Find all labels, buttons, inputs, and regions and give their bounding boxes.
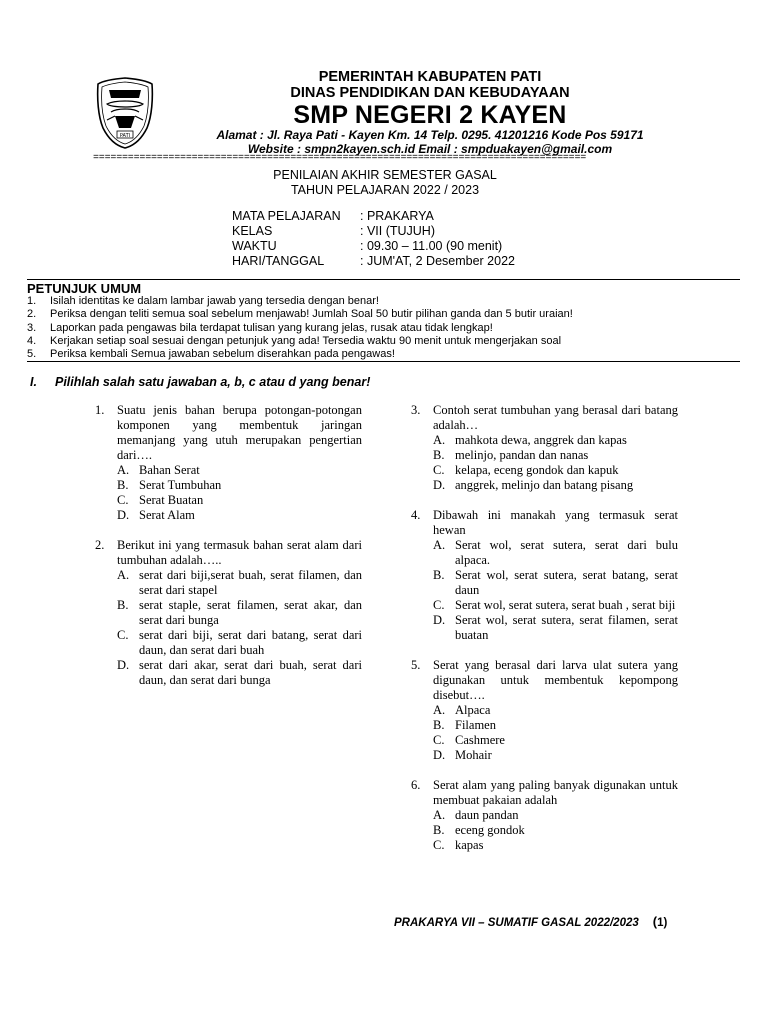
instruction-number: 4. bbox=[27, 334, 37, 347]
info-value: : PRAKARYA bbox=[360, 209, 434, 223]
option-letter: C. bbox=[117, 628, 129, 642]
option-letter: D. bbox=[433, 478, 446, 492]
question-number: 5. bbox=[411, 658, 421, 672]
answer-option bbox=[433, 613, 678, 643]
question-text: Suatu jenis bahan berupa potongan-potongan komponen yang membentuk jaringan memanjang yang utuh merupakan pengertian dari…. bbox=[117, 403, 362, 462]
divider-bottom bbox=[27, 361, 740, 362]
answer-option bbox=[433, 808, 678, 823]
option-letter: A. bbox=[433, 808, 446, 822]
question-number: 6. bbox=[411, 778, 421, 792]
school-name: SMP NEGERI 2 KAYEN bbox=[293, 101, 567, 129]
instruction-text: Periksa kembali Semua jawaban sebelum diserahkan pada pengawas! bbox=[50, 348, 395, 361]
answer-option bbox=[433, 718, 678, 733]
info-value: : 09.30 – 11.00 (90 menit) bbox=[360, 239, 503, 253]
question-item bbox=[95, 403, 362, 523]
regency-emblem-logo bbox=[95, 76, 155, 150]
answer-option bbox=[433, 463, 678, 478]
option-letter: B. bbox=[117, 478, 129, 492]
answer-option bbox=[433, 433, 678, 448]
question-stem bbox=[411, 508, 678, 538]
option-text: Serat Buatan bbox=[139, 493, 204, 507]
answer-option bbox=[117, 478, 362, 493]
exam-year: TAHUN PELAJARAN 2022 / 2023 bbox=[290, 183, 480, 197]
info-key: KELAS bbox=[232, 224, 273, 238]
answer-option bbox=[117, 658, 362, 688]
divider-top bbox=[27, 279, 740, 280]
option-text: serat dari biji, serat dari batang, serat dari daun, dan serat dari buah bbox=[139, 628, 362, 657]
answer-option bbox=[433, 733, 678, 748]
question-text: Serat alam yang paling banyak digunakan untuk membuat pakaian adalah bbox=[433, 778, 678, 807]
info-value: : JUM'AT, 2 Desember 2022 bbox=[360, 254, 515, 268]
option-text: Alpaca bbox=[455, 703, 491, 717]
page-paren-open: ( bbox=[652, 914, 658, 929]
school-address: Alamat : Jl. Raya Pati - Kayen Km. 14 Telp. 0295. 41201216 Kode Pos 59171 bbox=[216, 128, 644, 142]
emblem-label: PATI bbox=[119, 133, 131, 139]
answer-option bbox=[433, 823, 678, 838]
exam-title: PENILAIAN AKHIR SEMESTER GASAL bbox=[273, 168, 497, 182]
school-website-email: Website : smpn2kayen.sch.id Email : smpduakayen@gmail.com bbox=[247, 142, 613, 156]
answer-option bbox=[117, 493, 362, 508]
option-letter: B. bbox=[433, 718, 445, 732]
question-text: Serat yang berasal dari larva ulat sutera yang digunakan untuk membentuk kepompong disebut…. bbox=[433, 658, 678, 702]
answer-option bbox=[117, 568, 362, 598]
instruction-text: Kerjakan setiap soal sesuai dengan petunjuk yang ada! Tersedia waktu 90 menit untuk mengerjakan soal bbox=[50, 334, 562, 347]
option-text: serat dari biji,serat buah, serat filamen, dan serat dari stapel bbox=[139, 568, 362, 597]
option-letter: A. bbox=[117, 568, 130, 582]
question-number: 1. bbox=[95, 403, 105, 417]
option-letter: D. bbox=[117, 658, 130, 672]
answer-option bbox=[433, 568, 678, 598]
option-letter: C. bbox=[433, 463, 445, 477]
question-number: 2. bbox=[95, 538, 105, 552]
instruction-number: 1. bbox=[27, 295, 37, 307]
page-number-value: 1 bbox=[657, 917, 664, 929]
answer-option bbox=[433, 838, 678, 853]
instruction-number: 5. bbox=[27, 348, 37, 361]
info-row-subject bbox=[232, 209, 515, 224]
option-text: Filamen bbox=[455, 718, 496, 732]
option-text: Serat wol, serat sutera, serat filamen, serat buatan bbox=[455, 613, 678, 642]
answer-option bbox=[433, 478, 678, 493]
question-number: 4. bbox=[411, 508, 421, 522]
option-letter: C. bbox=[117, 493, 129, 507]
department-line: DINAS PENDIDIKAN DAN KEBUDAYAAN bbox=[290, 85, 570, 101]
option-letter: C. bbox=[433, 598, 445, 612]
answer-option bbox=[117, 508, 362, 523]
option-text: Bahan Serat bbox=[139, 463, 200, 477]
instruction-item bbox=[27, 348, 573, 361]
option-text: Serat wol, serat sutera, serat buah , serat biji bbox=[455, 598, 676, 612]
instruction-item bbox=[27, 335, 573, 348]
option-text: kapas bbox=[455, 838, 484, 852]
instruction-number: 3. bbox=[27, 321, 37, 334]
question-text: Contoh serat tumbuhan yang berasal dari batang adalah… bbox=[433, 403, 678, 432]
instruction-item bbox=[27, 295, 573, 308]
answer-option bbox=[433, 598, 678, 613]
page-number bbox=[652, 914, 668, 929]
page-footer bbox=[394, 914, 667, 929]
government-line: PEMERINTAH KABUPATEN PATI bbox=[318, 69, 542, 85]
option-text: Serat wol, serat sutera, serat dari bulu alpaca. bbox=[455, 538, 678, 567]
option-letter: D. bbox=[433, 748, 446, 762]
question-text: Berikut ini yang termasuk bahan serat alam dari tumbuhan adalah….. bbox=[117, 538, 362, 567]
footer-text: PRAKARYA VII – SUMATIF GASAL 2022/2023 bbox=[394, 917, 639, 929]
option-letter: A. bbox=[433, 538, 446, 552]
option-text: anggrek, melinjo dan batang pisang bbox=[455, 478, 634, 492]
instruction-text: Isilah identitas ke dalam lambar jawab yang tersedia dengan benar! bbox=[50, 295, 379, 307]
questions-right-column bbox=[411, 403, 678, 868]
question-item bbox=[411, 658, 678, 763]
question-item bbox=[411, 508, 678, 643]
option-text: Serat wol, serat sutera, serat batang, serat daun bbox=[455, 568, 678, 597]
option-text: eceng gondok bbox=[455, 823, 525, 837]
answer-option bbox=[433, 703, 678, 718]
option-text: melinjo, pandan dan nanas bbox=[455, 448, 589, 462]
questions-left-column bbox=[95, 403, 362, 703]
option-text: Serat Alam bbox=[139, 508, 195, 522]
instructions-list bbox=[27, 295, 573, 361]
option-letter: A. bbox=[433, 433, 446, 447]
question-item bbox=[411, 778, 678, 853]
option-text: Mohair bbox=[455, 748, 492, 762]
instruction-text: Laporkan pada pengawas bila terdapat tulisan yang kurang jelas, rusak atau tidak lengkap! bbox=[50, 321, 493, 334]
page-paren-close: ) bbox=[663, 917, 668, 929]
option-letter: B. bbox=[433, 448, 445, 462]
option-text: serat staple, serat filamen, serat akar, dan serat dari bunga bbox=[139, 598, 362, 627]
info-row-time bbox=[232, 239, 515, 254]
option-text: Cashmere bbox=[455, 733, 505, 747]
answer-option bbox=[433, 538, 678, 568]
option-letter: A. bbox=[117, 463, 130, 477]
option-letter: C. bbox=[433, 838, 445, 852]
question-stem bbox=[411, 778, 678, 808]
option-text: mahkota dewa, anggrek dan kapas bbox=[455, 433, 627, 447]
section-heading bbox=[30, 375, 370, 389]
answer-option bbox=[117, 463, 362, 478]
instruction-text: Periksa dengan teliti semua soal sebelum menjawab! Jumlah Soal 50 butir pilihan ganda dan 5 butir uraian! bbox=[50, 308, 573, 321]
question-item bbox=[411, 403, 678, 493]
info-row-date bbox=[232, 254, 515, 269]
question-stem bbox=[411, 658, 678, 703]
option-text: daun pandan bbox=[455, 808, 519, 822]
option-letter: C. bbox=[433, 733, 445, 747]
option-letter: B. bbox=[433, 823, 445, 837]
info-row-class bbox=[232, 224, 515, 239]
section-title: Pilihlah salah satu jawaban a, b, c atau d yang benar! bbox=[55, 375, 371, 389]
instruction-number: 2. bbox=[27, 308, 37, 321]
answer-option bbox=[433, 448, 678, 463]
question-stem bbox=[95, 538, 362, 568]
section-number: I. bbox=[30, 375, 37, 389]
question-item bbox=[95, 538, 362, 688]
option-letter: B. bbox=[433, 568, 445, 582]
question-text: Dibawah ini manakah yang termasuk serat hewan bbox=[433, 508, 678, 537]
answer-option bbox=[433, 748, 678, 763]
option-text: kelapa, eceng gondok dan kapuk bbox=[455, 463, 619, 477]
answer-option bbox=[117, 628, 362, 658]
option-letter: A. bbox=[433, 703, 446, 717]
exam-info bbox=[232, 209, 515, 269]
instruction-item bbox=[27, 322, 573, 335]
answer-option bbox=[117, 598, 362, 628]
instruction-item bbox=[27, 308, 573, 321]
option-text: Serat Tumbuhan bbox=[139, 478, 222, 492]
question-stem bbox=[411, 403, 678, 433]
header-double-line: ===================================================================================== bbox=[93, 153, 587, 164]
info-key: MATA PELAJARAN bbox=[232, 209, 341, 223]
info-value: : VII (TUJUH) bbox=[360, 224, 435, 238]
option-letter: B. bbox=[117, 598, 129, 612]
option-letter: D. bbox=[433, 613, 446, 627]
info-key: WAKTU bbox=[232, 239, 277, 253]
question-number: 3. bbox=[411, 403, 421, 417]
info-key: HARI/TANGGAL bbox=[232, 254, 325, 268]
question-stem bbox=[95, 403, 362, 463]
option-text: serat dari akar, serat dari buah, serat dari daun, dan serat dari bunga bbox=[139, 658, 362, 687]
option-letter: D. bbox=[117, 508, 130, 522]
instructions-title: PETUNJUK UMUM bbox=[27, 281, 142, 296]
